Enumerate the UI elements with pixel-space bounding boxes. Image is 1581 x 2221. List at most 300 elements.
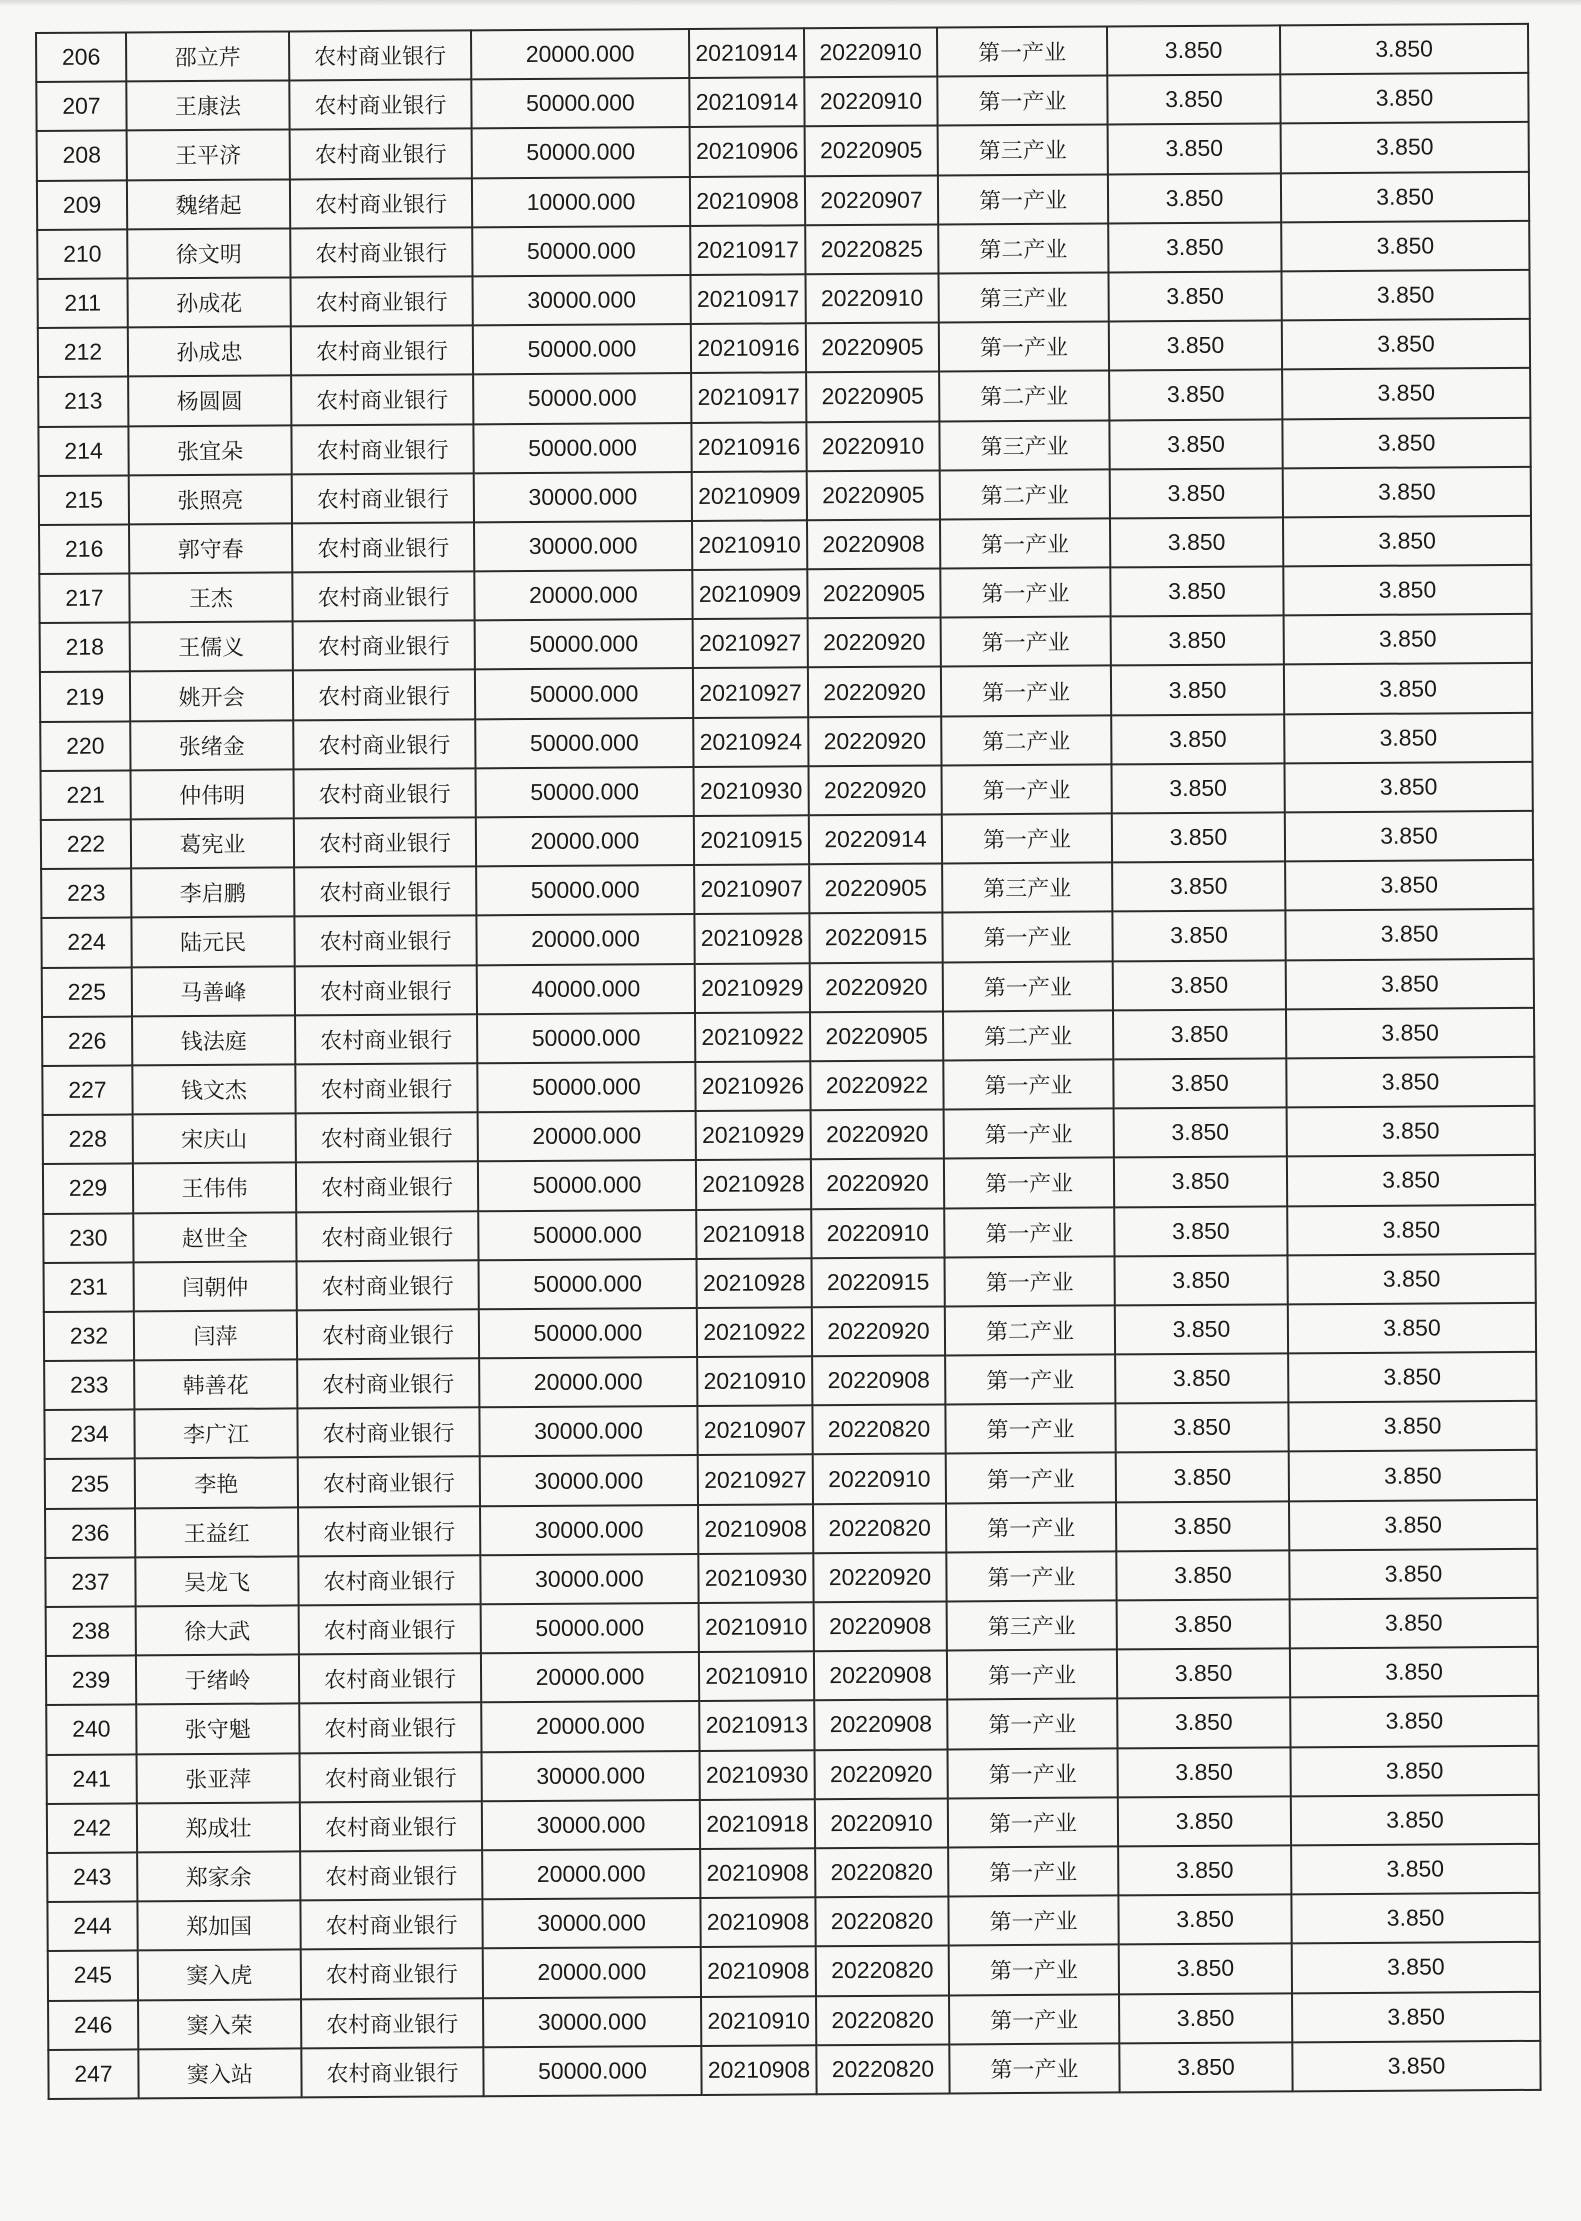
industry-cell: 第三产业: [939, 420, 1109, 470]
subsidy-rate-cell: 3.850: [1292, 1991, 1540, 2042]
industry-cell: 第一产业: [946, 1453, 1116, 1503]
borrower-name-cell: 郑加国: [137, 1901, 300, 1951]
borrower-name-cell: 王平济: [127, 130, 290, 180]
loan-end-date-cell: 20220920: [808, 765, 941, 815]
loan-amount-cell: 50000.000: [472, 226, 690, 277]
row-number-cell: 232: [44, 1311, 134, 1361]
table-row: [47, 1844, 1539, 1902]
loan-table-sheet: [35, 23, 1540, 2100]
industry-cell: 第一产业: [942, 912, 1112, 962]
bank-name-cell: 农村商业银行: [290, 178, 472, 228]
subsidy-rate-cell: 3.850: [1288, 1401, 1536, 1452]
table-row: [37, 221, 1529, 279]
loan-amount-cell: 50000.000: [473, 422, 691, 473]
loan-end-date-cell: 20220910: [815, 1798, 948, 1848]
loan-end-date-cell: 20220908: [814, 1601, 947, 1651]
borrower-name-cell: 马善峰: [132, 966, 295, 1016]
borrower-name-cell: 闫萍: [134, 1310, 297, 1360]
industry-cell: 第一产业: [943, 1059, 1113, 1109]
row-number-cell: 223: [41, 869, 131, 919]
interest-rate-cell: 3.850: [1109, 419, 1282, 469]
loan-amount-cell: 30000.000: [474, 472, 692, 523]
loan-amount-cell: 50000.000: [478, 1209, 696, 1260]
bank-name-cell: 农村商业银行: [289, 30, 471, 80]
interest-rate-cell: 3.850: [1117, 1599, 1290, 1649]
interest-rate-cell: 3.850: [1119, 2042, 1292, 2092]
interest-rate-cell: 3.850: [1109, 370, 1282, 420]
row-number-cell: 208: [37, 131, 127, 181]
loan-start-date-cell: 20210907: [697, 1406, 812, 1456]
loan-amount-cell: 20000.000: [479, 1357, 697, 1408]
industry-cell: 第三产业: [938, 125, 1108, 175]
loan-end-date-cell: 20220908: [814, 1651, 947, 1701]
bank-name-cell: 农村商业银行: [297, 1408, 479, 1458]
table-row: [43, 1106, 1535, 1164]
loan-end-date-cell: 20220825: [805, 224, 938, 274]
loan-end-date-cell: 20220905: [805, 126, 938, 176]
loan-start-date-cell: 20210914: [689, 77, 804, 127]
industry-cell: 第一产业: [941, 617, 1111, 667]
row-number-cell: 225: [42, 967, 132, 1017]
loan-amount-cell: 50000.000: [479, 1259, 697, 1310]
loan-start-date-cell: 20210908: [701, 2045, 816, 2095]
subsidy-rate-cell: 3.850: [1284, 614, 1532, 665]
borrower-name-cell: 孙成忠: [128, 327, 291, 377]
bank-name-cell: 农村商业银行: [295, 1014, 477, 1064]
loan-end-date-cell: 20220905: [807, 470, 940, 520]
industry-cell: 第一产业: [948, 1748, 1118, 1798]
bank-name-cell: 农村商业银行: [298, 1457, 480, 1507]
interest-rate-cell: 3.850: [1108, 222, 1281, 272]
loan-start-date-cell: 20210917: [691, 373, 806, 423]
interest-rate-cell: 3.850: [1114, 1107, 1287, 1157]
industry-cell: 第一产业: [940, 568, 1110, 618]
borrower-name-cell: 张绪金: [130, 720, 293, 770]
loan-amount-cell: 50000.000: [477, 1062, 695, 1113]
borrower-name-cell: 王康法: [126, 81, 289, 131]
loan-start-date-cell: 20210929: [696, 1110, 811, 1160]
loan-start-date-cell: 20210928: [696, 1160, 811, 1210]
table-row: [41, 860, 1533, 918]
borrower-name-cell: 仲伟明: [131, 769, 294, 819]
row-number-cell: 219: [40, 672, 130, 722]
loan-amount-cell: 30000.000: [482, 1898, 700, 1949]
industry-cell: 第一产业: [945, 1354, 1115, 1404]
loan-amount-cell: 50000.000: [473, 324, 691, 375]
loan-start-date-cell: 20210917: [690, 274, 805, 324]
loan-amount-cell: 30000.000: [480, 1554, 698, 1605]
loan-amount-cell: 50000.000: [475, 619, 693, 670]
subsidy-rate-cell: 3.850: [1282, 417, 1530, 468]
subsidy-rate-cell: 3.850: [1292, 2041, 1540, 2092]
borrower-name-cell: 张照亮: [129, 474, 292, 524]
table-row: [38, 319, 1530, 377]
interest-rate-cell: 3.850: [1113, 1058, 1286, 1108]
bank-name-cell: 农村商业银行: [292, 473, 474, 523]
loan-amount-cell: 40000.000: [477, 964, 695, 1015]
industry-cell: 第一产业: [947, 1699, 1117, 1749]
loan-amount-cell: 30000.000: [480, 1505, 698, 1556]
loan-amount-cell: 20000.000: [471, 29, 689, 80]
borrower-name-cell: 赵世全: [133, 1212, 296, 1262]
subsidy-rate-cell: 3.850: [1285, 860, 1533, 911]
loan-amount-cell: 50000.000: [478, 1160, 696, 1211]
subsidy-rate-cell: 3.850: [1284, 712, 1532, 763]
row-number-cell: 237: [45, 1557, 135, 1607]
loan-start-date-cell: 20210916: [691, 323, 806, 373]
interest-rate-cell: 3.850: [1116, 1452, 1289, 1502]
subsidy-rate-cell: 3.850: [1286, 1057, 1534, 1108]
borrower-name-cell: 姚开会: [130, 671, 293, 721]
row-number-cell: 210: [37, 229, 127, 279]
borrower-name-cell: 窦入站: [138, 2048, 301, 2098]
table-row: [48, 2041, 1540, 2099]
row-number-cell: 207: [36, 82, 126, 132]
subsidy-rate-cell: 3.850: [1288, 1352, 1536, 1403]
loan-start-date-cell: 20210910: [692, 520, 807, 570]
row-number-cell: 243: [47, 1852, 137, 1902]
loan-end-date-cell: 20220820: [812, 1405, 945, 1455]
bank-name-cell: 农村商业银行: [294, 916, 476, 966]
borrower-name-cell: 王杰: [129, 573, 292, 623]
table-row: [37, 122, 1529, 180]
row-number-cell: 214: [38, 426, 128, 476]
bank-name-cell: 农村商业银行: [301, 2047, 483, 2097]
bank-name-cell: 农村商业银行: [292, 522, 474, 572]
row-number-cell: 217: [39, 573, 129, 623]
table-row: [48, 1991, 1540, 2049]
borrower-name-cell: 王儒义: [130, 622, 293, 672]
loan-end-date-cell: 20220920: [811, 1110, 944, 1160]
bank-name-cell: 农村商业银行: [295, 965, 477, 1015]
borrower-name-cell: 王益红: [135, 1507, 298, 1557]
table-row: [42, 958, 1534, 1016]
loan-start-date-cell: 20210908: [700, 1897, 815, 1947]
bank-name-cell: 农村商业银行: [300, 1899, 482, 1949]
borrower-name-cell: 郭守春: [129, 523, 292, 573]
loan-start-date-cell: 20210928: [697, 1258, 812, 1308]
loan-start-date-cell: 20210910: [701, 1996, 816, 2046]
row-number-cell: 226: [42, 1016, 132, 1066]
industry-cell: 第一产业: [945, 1256, 1115, 1306]
bank-name-cell: 农村商业银行: [291, 424, 473, 474]
table-row: [47, 1893, 1539, 1951]
borrower-name-cell: 于绪岭: [136, 1655, 299, 1705]
loan-start-date-cell: 20210909: [692, 569, 807, 619]
industry-cell: 第一产业: [949, 2043, 1119, 2093]
loan-end-date-cell: 20220820: [816, 1946, 949, 1996]
bank-name-cell: 农村商业银行: [289, 80, 471, 130]
row-number-cell: 236: [45, 1508, 135, 1558]
bank-name-cell: 农村商业银行: [299, 1703, 481, 1753]
interest-rate-cell: 3.850: [1110, 566, 1283, 616]
industry-cell: 第二产业: [941, 715, 1111, 765]
borrower-name-cell: 王伟伟: [133, 1163, 296, 1213]
interest-rate-cell: 3.850: [1112, 862, 1285, 912]
borrower-name-cell: 魏绪起: [127, 179, 290, 229]
row-number-cell: 242: [47, 1803, 137, 1853]
loan-end-date-cell: 20220910: [811, 1208, 944, 1258]
row-number-cell: 211: [38, 278, 128, 328]
loan-end-date-cell: 20220908: [814, 1700, 947, 1750]
industry-cell: 第一产业: [943, 961, 1113, 1011]
loan-end-date-cell: 20220908: [807, 519, 940, 569]
loan-amount-cell: 20000.000: [481, 1652, 699, 1703]
row-number-cell: 235: [45, 1459, 135, 1509]
interest-rate-cell: 3.850: [1107, 75, 1280, 125]
interest-rate-cell: 3.850: [1116, 1501, 1289, 1551]
subsidy-rate-cell: 3.850: [1290, 1598, 1538, 1649]
loan-amount-cell: 30000.000: [479, 1406, 697, 1457]
loan-start-date-cell: 20210913: [699, 1701, 814, 1751]
industry-cell: 第二产业: [940, 469, 1110, 519]
subsidy-rate-cell: 3.850: [1289, 1450, 1537, 1501]
subsidy-rate-cell: 3.850: [1286, 958, 1534, 1009]
table-row: [41, 909, 1533, 967]
loan-start-date-cell: 20210914: [689, 28, 804, 78]
loan-start-date-cell: 20210927: [693, 619, 808, 669]
row-number-cell: 228: [43, 1115, 133, 1165]
interest-rate-cell: 3.850: [1107, 25, 1280, 75]
subsidy-rate-cell: 3.850: [1291, 1893, 1539, 1944]
bank-name-cell: 农村商业银行: [294, 867, 476, 917]
loan-amount-cell: 30000.000: [473, 275, 691, 326]
row-number-cell: 240: [46, 1705, 136, 1755]
subsidy-rate-cell: 3.850: [1281, 122, 1529, 173]
loan-amount-cell: 20000.000: [483, 1947, 701, 1998]
bank-name-cell: 农村商业银行: [290, 129, 472, 179]
table-row: [46, 1696, 1538, 1754]
loan-end-date-cell: 20220905: [810, 1011, 943, 1061]
subsidy-rate-cell: 3.850: [1287, 1106, 1535, 1157]
industry-cell: 第三产业: [947, 1600, 1117, 1650]
interest-rate-cell: 3.850: [1113, 1009, 1286, 1059]
interest-rate-cell: 3.850: [1110, 468, 1283, 518]
loan-end-date-cell: 20220820: [813, 1503, 946, 1553]
industry-cell: 第一产业: [941, 666, 1111, 716]
loan-start-date-cell: 20210908: [698, 1504, 813, 1554]
loan-end-date-cell: 20220920: [815, 1749, 948, 1799]
industry-cell: 第一产业: [944, 1207, 1114, 1257]
loan-start-date-cell: 20210916: [691, 422, 806, 472]
bank-name-cell: 农村商业银行: [297, 1358, 479, 1408]
loan-end-date-cell: 20220907: [805, 175, 938, 225]
loan-amount-cell: 30000.000: [482, 1800, 700, 1851]
subsidy-rate-cell: 3.850: [1281, 270, 1529, 321]
loan-start-date-cell: 20210928: [694, 914, 809, 964]
interest-rate-cell: 3.850: [1111, 616, 1284, 666]
interest-rate-cell: 3.850: [1116, 1550, 1289, 1600]
loan-end-date-cell: 20220914: [809, 814, 942, 864]
row-number-cell: 238: [46, 1606, 136, 1656]
industry-cell: 第二产业: [938, 223, 1108, 273]
table-row: [41, 762, 1533, 820]
row-number-cell: 209: [37, 180, 127, 230]
loan-amount-cell: 50000.000: [476, 865, 694, 916]
loan-table: [35, 23, 1542, 2100]
borrower-name-cell: 钱文杰: [132, 1064, 295, 1114]
interest-rate-cell: 3.850: [1118, 1796, 1291, 1846]
table-row: [42, 1008, 1534, 1066]
industry-cell: 第一产业: [942, 813, 1112, 863]
industry-cell: 第一产业: [941, 764, 1111, 814]
table-row: [46, 1598, 1538, 1656]
industry-cell: 第一产业: [946, 1502, 1116, 1552]
table-body: [36, 24, 1541, 2099]
loan-amount-cell: 50000.000: [481, 1603, 699, 1654]
borrower-name-cell: 杨圆圆: [128, 376, 291, 426]
industry-cell: 第一产业: [937, 26, 1107, 76]
loan-start-date-cell: 20210909: [692, 471, 807, 521]
bank-name-cell: 农村商业银行: [293, 621, 475, 671]
bank-name-cell: 农村商业银行: [291, 276, 473, 326]
loan-start-date-cell: 20210915: [694, 815, 809, 865]
loan-amount-cell: 20000.000: [476, 816, 694, 867]
loan-start-date-cell: 20210910: [697, 1356, 812, 1406]
borrower-name-cell: 韩善花: [134, 1359, 297, 1409]
subsidy-rate-cell: 3.850: [1285, 909, 1533, 960]
row-number-cell: 221: [41, 770, 131, 820]
loan-end-date-cell: 20220922: [810, 1060, 943, 1110]
interest-rate-cell: 3.850: [1115, 1353, 1288, 1403]
interest-rate-cell: 3.850: [1108, 124, 1281, 174]
interest-rate-cell: 3.850: [1118, 1894, 1291, 1944]
row-number-cell: 239: [46, 1656, 136, 1706]
subsidy-rate-cell: 3.850: [1289, 1499, 1537, 1550]
loan-start-date-cell: 20210908: [700, 1848, 815, 1898]
interest-rate-cell: 3.850: [1113, 960, 1286, 1010]
interest-rate-cell: 3.850: [1118, 1747, 1291, 1797]
row-number-cell: 218: [40, 623, 130, 673]
loan-end-date-cell: 20220920: [811, 1159, 944, 1209]
subsidy-rate-cell: 3.850: [1288, 1303, 1536, 1354]
bank-name-cell: 农村商业银行: [297, 1260, 479, 1310]
interest-rate-cell: 3.850: [1114, 1255, 1287, 1305]
loan-start-date-cell: 20210908: [701, 1947, 816, 1997]
subsidy-rate-cell: 3.850: [1280, 73, 1528, 124]
bank-name-cell: 农村商业银行: [300, 1801, 482, 1851]
industry-cell: 第三产业: [938, 272, 1108, 322]
industry-cell: 第二产业: [943, 1010, 1113, 1060]
row-number-cell: 233: [44, 1360, 134, 1410]
borrower-name-cell: 窦入虎: [138, 1950, 301, 2000]
subsidy-rate-cell: 3.850: [1291, 1844, 1539, 1895]
bank-name-cell: 农村商业银行: [290, 227, 472, 277]
loan-end-date-cell: 20220920: [810, 962, 943, 1012]
interest-rate-cell: 3.850: [1117, 1649, 1290, 1699]
industry-cell: 第一产业: [944, 1158, 1114, 1208]
loan-start-date-cell: 20210910: [699, 1651, 814, 1701]
subsidy-rate-cell: 3.850: [1287, 1254, 1535, 1305]
industry-cell: 第一产业: [940, 518, 1110, 568]
interest-rate-cell: 3.850: [1117, 1698, 1290, 1748]
interest-rate-cell: 3.850: [1112, 812, 1285, 862]
row-number-cell: 222: [41, 819, 131, 869]
subsidy-rate-cell: 3.850: [1287, 1155, 1535, 1206]
bank-name-cell: 农村商业银行: [300, 1850, 482, 1900]
borrower-name-cell: 吴龙飞: [135, 1556, 298, 1606]
borrower-name-cell: 钱法庭: [132, 1015, 295, 1065]
borrower-name-cell: 陆元民: [131, 917, 294, 967]
loan-start-date-cell: 20210906: [690, 127, 805, 177]
loan-amount-cell: 20000.000: [474, 570, 692, 621]
interest-rate-cell: 3.850: [1108, 173, 1281, 223]
industry-cell: 第一产业: [944, 1109, 1114, 1159]
loan-amount-cell: 50000.000: [479, 1308, 697, 1359]
subsidy-rate-cell: 3.850: [1282, 319, 1530, 370]
bank-name-cell: 农村商业银行: [299, 1653, 481, 1703]
subsidy-rate-cell: 3.850: [1283, 516, 1531, 567]
loan-amount-cell: 20000.000: [476, 914, 694, 965]
table-row: [37, 171, 1529, 229]
interest-rate-cell: 3.850: [1114, 1206, 1287, 1256]
subsidy-rate-cell: 3.850: [1281, 221, 1529, 272]
borrower-name-cell: 张亚萍: [137, 1753, 300, 1803]
subsidy-rate-cell: 3.850: [1290, 1696, 1538, 1747]
loan-amount-cell: 50000.000: [471, 78, 689, 129]
subsidy-rate-cell: 3.850: [1291, 1795, 1539, 1846]
row-number-cell: 244: [47, 1902, 137, 1952]
loan-end-date-cell: 20220910: [813, 1454, 946, 1504]
borrower-name-cell: 闫朝仲: [134, 1261, 297, 1311]
row-number-cell: 230: [43, 1213, 133, 1263]
loan-amount-cell: 50000.000: [475, 718, 693, 769]
row-number-cell: 246: [48, 2000, 138, 2050]
loan-amount-cell: 20000.000: [482, 1849, 700, 1900]
row-number-cell: 216: [39, 524, 129, 574]
loan-amount-cell: 50000.000: [483, 2046, 701, 2097]
industry-cell: 第一产业: [946, 1551, 1116, 1601]
bank-name-cell: 农村商业银行: [294, 768, 476, 818]
row-number-cell: 229: [43, 1164, 133, 1214]
interest-rate-cell: 3.850: [1111, 763, 1284, 813]
interest-rate-cell: 3.850: [1108, 271, 1281, 321]
bank-name-cell: 农村商业银行: [296, 1211, 478, 1261]
loan-end-date-cell: 20220920: [808, 667, 941, 717]
industry-cell: 第一产业: [948, 1896, 1118, 1946]
borrower-name-cell: 邵立芹: [126, 31, 289, 81]
table-row: [47, 1745, 1539, 1803]
loan-amount-cell: 20000.000: [478, 1111, 696, 1162]
subsidy-rate-cell: 3.850: [1286, 1008, 1534, 1059]
industry-cell: 第一产业: [949, 1994, 1119, 2044]
subsidy-rate-cell: 3.850: [1290, 1745, 1538, 1796]
table-row: [47, 1795, 1539, 1853]
industry-cell: 第一产业: [948, 1846, 1118, 1896]
industry-cell: 第一产业: [937, 76, 1107, 126]
loan-amount-cell: 50000.000: [477, 1013, 695, 1064]
interest-rate-cell: 3.850: [1115, 1403, 1288, 1453]
loan-end-date-cell: 20220820: [815, 1847, 948, 1897]
industry-cell: 第二产业: [945, 1305, 1115, 1355]
row-number-cell: 231: [44, 1262, 134, 1312]
subsidy-rate-cell: 3.850: [1289, 1549, 1537, 1600]
row-number-cell: 213: [38, 377, 128, 427]
loan-end-date-cell: 20220910: [804, 27, 937, 77]
loan-start-date-cell: 20210929: [695, 963, 810, 1013]
subsidy-rate-cell: 3.850: [1284, 762, 1532, 813]
subsidy-rate-cell: 3.850: [1290, 1647, 1538, 1698]
loan-start-date-cell: 20210922: [695, 1012, 810, 1062]
table-row: [38, 270, 1530, 328]
industry-cell: 第一产业: [949, 1945, 1119, 1995]
loan-amount-cell: 30000.000: [474, 521, 692, 572]
bank-name-cell: 农村商业银行: [301, 1998, 483, 2048]
borrower-name-cell: 葛宪业: [131, 818, 294, 868]
interest-rate-cell: 3.850: [1109, 321, 1282, 371]
loan-end-date-cell: 20220910: [805, 273, 938, 323]
subsidy-rate-cell: 3.850: [1281, 171, 1529, 222]
